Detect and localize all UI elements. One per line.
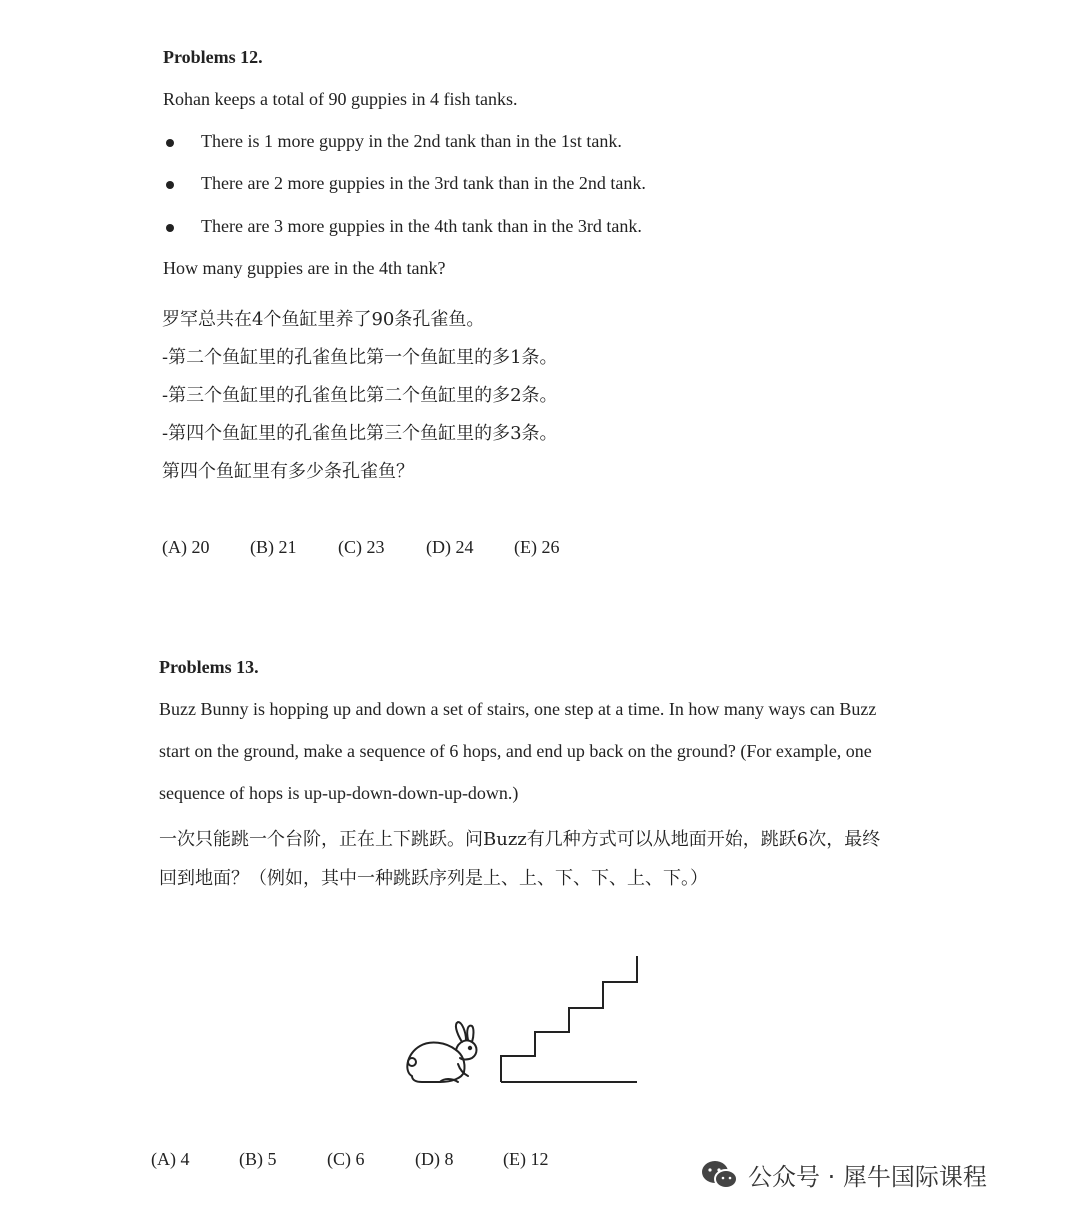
bunny-stairs-illustration (400, 950, 650, 1090)
choice-b: (B) 5 (239, 1149, 277, 1169)
watermark (700, 1157, 987, 1192)
choice-b: (B) 21 (250, 537, 297, 557)
problem-13-cn-line: 一次只能跳一个台阶，正在上下跳跃。问Buzz有几种方式可以从地面开始，跳跃6次，最终 (159, 829, 881, 850)
stairs-drawing (501, 956, 637, 1082)
problem-12-cn-line: -第二个鱼缸里的孔雀鱼比第一个鱼缸里的多1条。 (162, 347, 558, 368)
problem-12-bullet-2: There are 2 more guppies in the 3rd tank than in the 2nd tank. (201, 173, 646, 193)
choice-a: (A) 4 (151, 1149, 190, 1169)
bullet-dot (166, 181, 174, 189)
problem-13-choices (151, 1149, 591, 1170)
choice-c: (C) 23 (338, 537, 385, 557)
problem-12-bullet-1: There is 1 more guppy in the 2nd tank than in the 1st tank. (201, 131, 622, 151)
bunny-icon (407, 1022, 476, 1082)
bullet-dot (166, 139, 174, 147)
choice-d: (D) 24 (426, 537, 474, 557)
problem-12-cn-line: -第四个鱼缸里的孔雀鱼比第三个鱼缸里的多3条。 (162, 423, 558, 444)
problem-12-cn-line: 罗罕总共在4个鱼缸里养了90条孔雀鱼。 (162, 309, 485, 330)
problem-12-intro: Rohan keeps a total of 90 guppies in 4 fish tanks. (163, 89, 518, 109)
problem-13-text-line: start on the ground, make a sequence of 6 hops, and end up back on the ground? (For example, one (159, 741, 872, 761)
choice-c: (C) 6 (327, 1149, 365, 1169)
wechat-icon (700, 1159, 740, 1191)
choice-e: (E) 26 (514, 537, 560, 557)
choice-d: (D) 8 (415, 1149, 454, 1169)
problem-13-title: Problems 13. (159, 657, 259, 677)
problem-13-text-line: sequence of hops is up-up-down-down-up-down.) (159, 783, 519, 803)
problem-12-cn-line: 第四个鱼缸里有多少条孔雀鱼？ (162, 461, 414, 482)
problem-12-question: How many guppies are in the 4th tank? (163, 258, 446, 278)
choice-e: (E) 12 (503, 1149, 549, 1169)
problem-12-bullet-3: There are 3 more guppies in the 4th tank than in the 3rd tank. (201, 216, 642, 236)
bullet-dot (166, 224, 174, 232)
problem-12-title: Problems 12. (163, 47, 263, 67)
problem-12-cn-line: -第三个鱼缸里的孔雀鱼比第二个鱼缸里的多2条。 (162, 385, 558, 406)
watermark-text: 公众号 · 犀牛国际课程 (748, 1163, 987, 1191)
problem-13-text-line: Buzz Bunny is hopping up and down a set of stairs, one step at a time. In how many ways can Buzz (159, 699, 877, 719)
problem-13-cn-line: 回到地面？（例如，其中一种跳跃序列是上、上、下、下、上、下。） (159, 868, 708, 889)
problem-12-choices (162, 537, 602, 558)
choice-a: (A) 20 (162, 537, 210, 557)
